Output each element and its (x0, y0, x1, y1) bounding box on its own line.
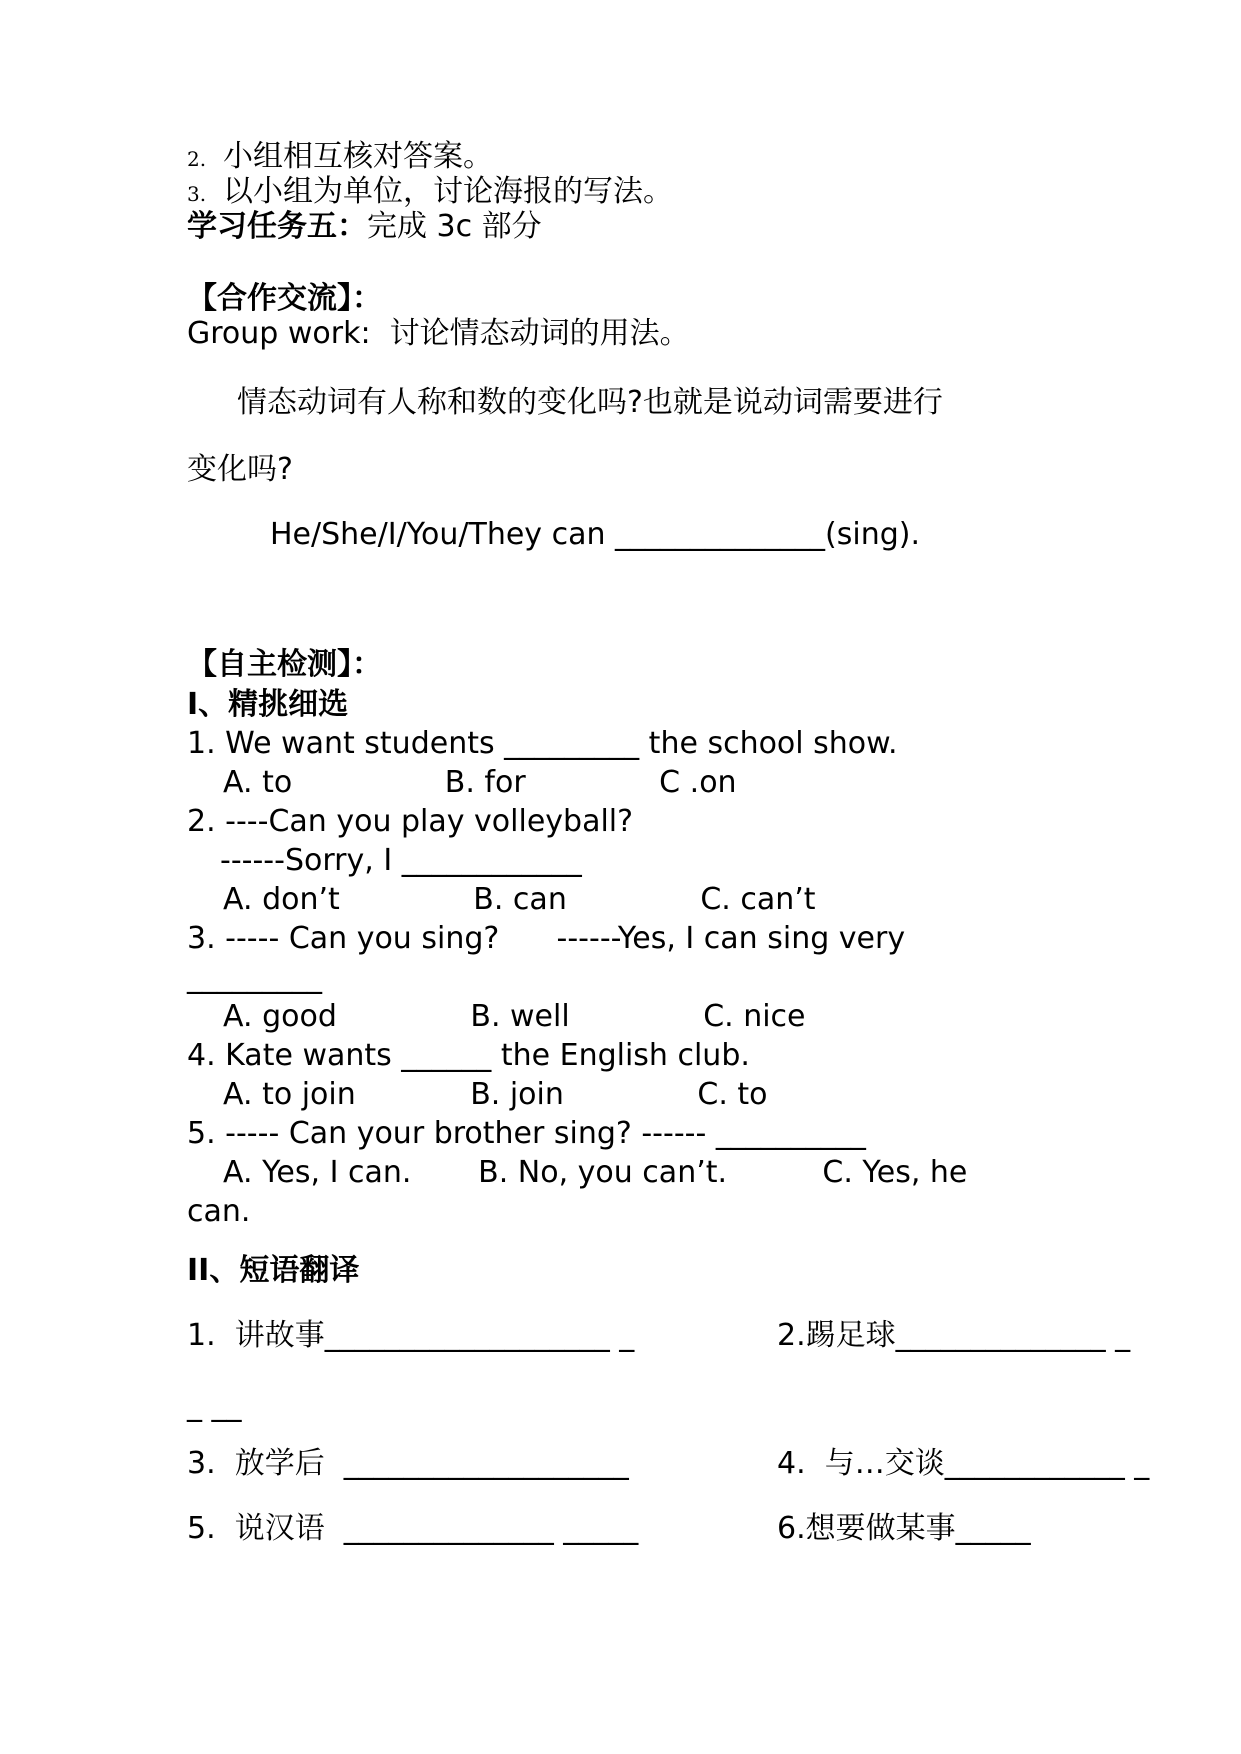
question-3-blank: _________ (187, 960, 322, 995)
phrase-3: 3. 放学后 ___________________ (187, 1446, 629, 1481)
phrase-4: 4. 与…交谈____________ _ (777, 1446, 1150, 1481)
question-1-options: A. to B. for C .on (223, 765, 737, 800)
phrase-2-continued: _ __ (187, 1388, 242, 1423)
question-2-options: A. don’t B. can C. can’t (223, 882, 816, 917)
section-2-title: II、短语翻译 (187, 1253, 360, 1288)
modal-verb-question-line-1: 情态动词有人称和数的变化吗?也就是说动词需要进行 (237, 385, 943, 420)
group-work-line: Group work: 讨论情态动词的用法。 (187, 316, 690, 351)
phrase-2: 2.踢足球______________ _ (777, 1318, 1131, 1353)
question-2: 2. ----Can you play volleyball? (187, 804, 634, 839)
step-3-text: 以小组为单位，讨论海报的写法。 (223, 174, 673, 209)
task-5-text: 完成 3c 部分 (367, 209, 542, 244)
self-check-heading: 【自主检测】： (187, 647, 382, 682)
phrase-5: 5. 说汉语 ______________ _____ (187, 1511, 639, 1546)
step-3-number: 3. (187, 182, 207, 206)
question-5-options-continued: can. (187, 1194, 251, 1229)
phrase-1: 1. 讲故事___________________ _ (187, 1318, 635, 1353)
task-5-label: 学习任务五： (187, 209, 367, 244)
question-5: 5. ----- Can your brother sing? ------ __________ (187, 1116, 866, 1151)
cooperation-heading: 【合作交流】： (187, 281, 382, 316)
question-3-options: A. good B. well C. nice (223, 999, 806, 1034)
question-1: 1. We want students _________ the school show. (187, 726, 898, 761)
question-5-options: A. Yes, I can. B. No, you can’t. C. Yes, he (223, 1155, 968, 1190)
step-2-text: 小组相互核对答案。 (223, 139, 493, 174)
question-3: 3. ----- Can you sing? ------Yes, I can sing very (187, 921, 906, 956)
phrase-6: 6.想要做某事_____ (777, 1511, 1031, 1546)
modal-verb-question-line-2: 变化吗? (187, 452, 293, 487)
step-2-number: 2. (187, 147, 207, 171)
modal-verb-example: He/She/I/You/They can ______________(sing). (270, 517, 920, 552)
section-1-title: I、精挑细选 (187, 687, 349, 722)
task-5 (187, 207, 542, 247)
question-4-options: A. to join B. join C. to (223, 1077, 768, 1112)
question-2-reply: ------Sorry, I ____________ (220, 843, 582, 878)
question-4: 4. Kate wants ______ the English club. (187, 1038, 750, 1073)
